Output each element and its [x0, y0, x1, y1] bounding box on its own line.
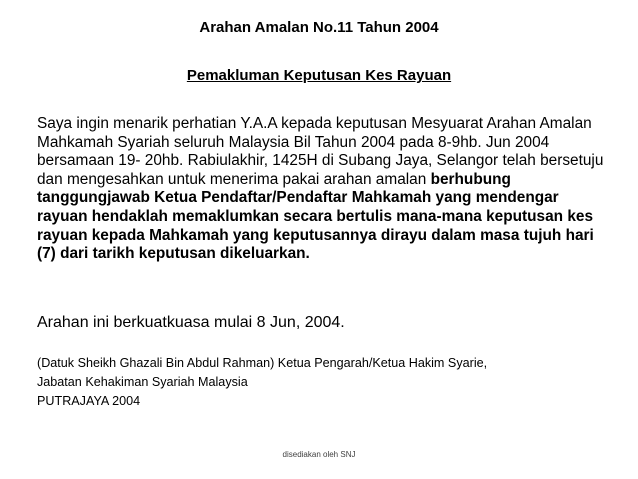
paragraph-decision — [37, 115, 607, 264]
paragraph-decision-bold-text: berhubung tanggungjawab Ketua Pendaftar/Pendaftar Mahkamah yang mendengar rayuan hendaklah memaklumkan secara bertulis mana-mana keputusan kes rayuan kepada Mahkamah yang keputusannya dirayu dalam masa tujuh hari (7) dari tarikh keputusan dikeluarkan. — [37, 170, 594, 263]
signature-department-line: Jabatan Kehakiman Syariah Malaysia — [37, 375, 248, 389]
paragraph-decision-text: Saya ingin menarik perhatian Y.A.A kepada keputusan Mesyuarat Arahan Amalan Mahkamah Syariah seluruh Malaysia Bil Tahun 2004 pada 8-9hb. Jun 2004 bersamaan 19- 20hb. Rabiulakhir, 1425H di Subang Jaya, Selangor telah bersetuju dan mengesahkan untuk menerima pakai arahan amalan — [37, 115, 604, 188]
signature-block — [37, 354, 617, 411]
document-title: Arahan Amalan No.11 Tahun 2004 — [199, 19, 439, 36]
signature-name-line: (Datuk Sheikh Ghazali Bin Abdul Rahman) Ketua Pengarah/Ketua Hakim Syarie, — [37, 356, 488, 370]
paragraph-effective-date: Arahan ini berkuatkuasa mulai 8 Jun, 2004. — [37, 314, 345, 331]
footer-credit: disediakan oleh SNJ — [282, 450, 356, 459]
signature-location-line: PUTRAJAYA 2004 — [37, 394, 141, 408]
document-subtitle: Pemakluman Keputusan Kes Rayuan — [186, 67, 452, 84]
